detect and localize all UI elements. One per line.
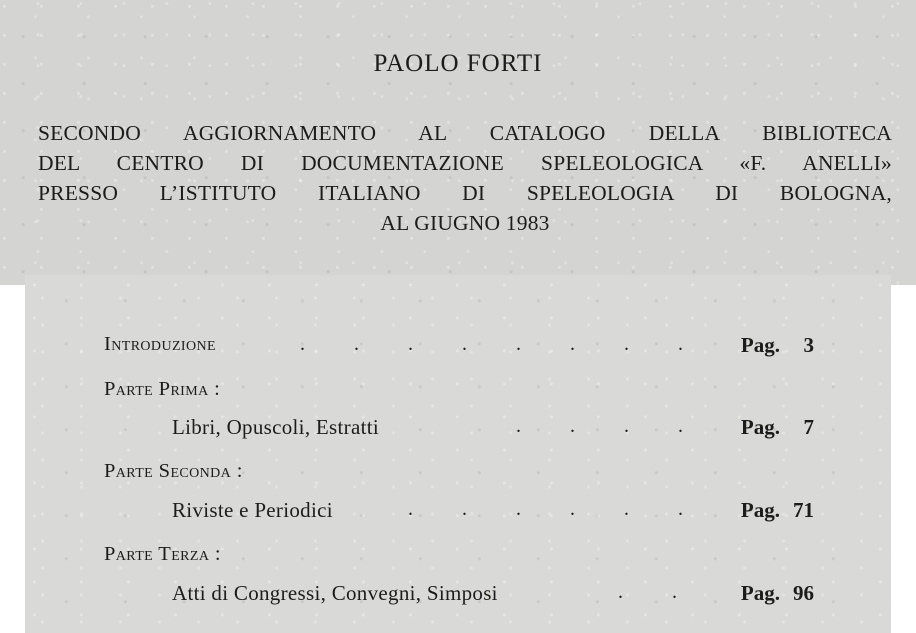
page-label: Pag. [740, 333, 780, 357]
toc-page-ref [741, 415, 814, 440]
page-label: Pag. [740, 498, 780, 522]
toc-entry-introduzione: Introduzione . . . . . . . . Pag. 3 [104, 333, 814, 357]
toc-heading: Parte Seconda : [104, 460, 243, 482]
toc-subtitle: Libri, Opuscoli, Estratti [172, 415, 379, 439]
title-line: PRESSO L’ISTITUTO ITALIANO DI SPELEOLOGIA DI BOLOGNA, [38, 181, 892, 205]
toc-subtitle: Atti di Congressi, Convegni, Simposi [172, 581, 498, 605]
author-name: PAOLO FORTI [373, 50, 543, 77]
title-line: DEL CENTRO DI DOCUMENTAZIONE SPELEOLOGICA «F. ANELLI» [38, 151, 892, 175]
title-line: SECONDO AGGIORNAMENTO AL CATALOGO DELLA BIBLIOTECA [38, 121, 892, 145]
page-label: Pag. [740, 415, 780, 439]
toc-section-parte-prima [104, 378, 814, 408]
toc-section-parte-seconda [104, 460, 814, 490]
toc-entry-riviste: Riviste e Periodici . . . . . . Pag. 71 [172, 498, 814, 522]
toc-page-ref [741, 581, 814, 606]
bottom-scan-band [25, 275, 891, 633]
toc-page-ref [741, 498, 814, 523]
toc-heading: Introduzione [104, 333, 216, 355]
page-label: Pag. [740, 581, 780, 605]
toc-subtitle: Riviste e Periodici [172, 498, 333, 522]
toc-entry-libri: Libri, Opuscoli, Estratti . . . . Pag. 7 [172, 415, 814, 439]
toc-section-parte-terza [104, 543, 814, 573]
document-title [38, 118, 892, 238]
toc-heading: Parte Prima : [104, 378, 221, 400]
page-number: 71 [793, 498, 814, 522]
page-number: 7 [803, 415, 814, 439]
toc-heading: Parte Terza : [104, 543, 221, 565]
toc-entry-atti: Atti di Congressi, Convegni, Simposi . . Pag. 96 [172, 581, 814, 605]
title-line: AL GIUGNO 1983 [380, 211, 550, 235]
toc-page-ref [741, 333, 814, 358]
page-number: 96 [793, 581, 814, 605]
page-number: 3 [803, 333, 814, 357]
